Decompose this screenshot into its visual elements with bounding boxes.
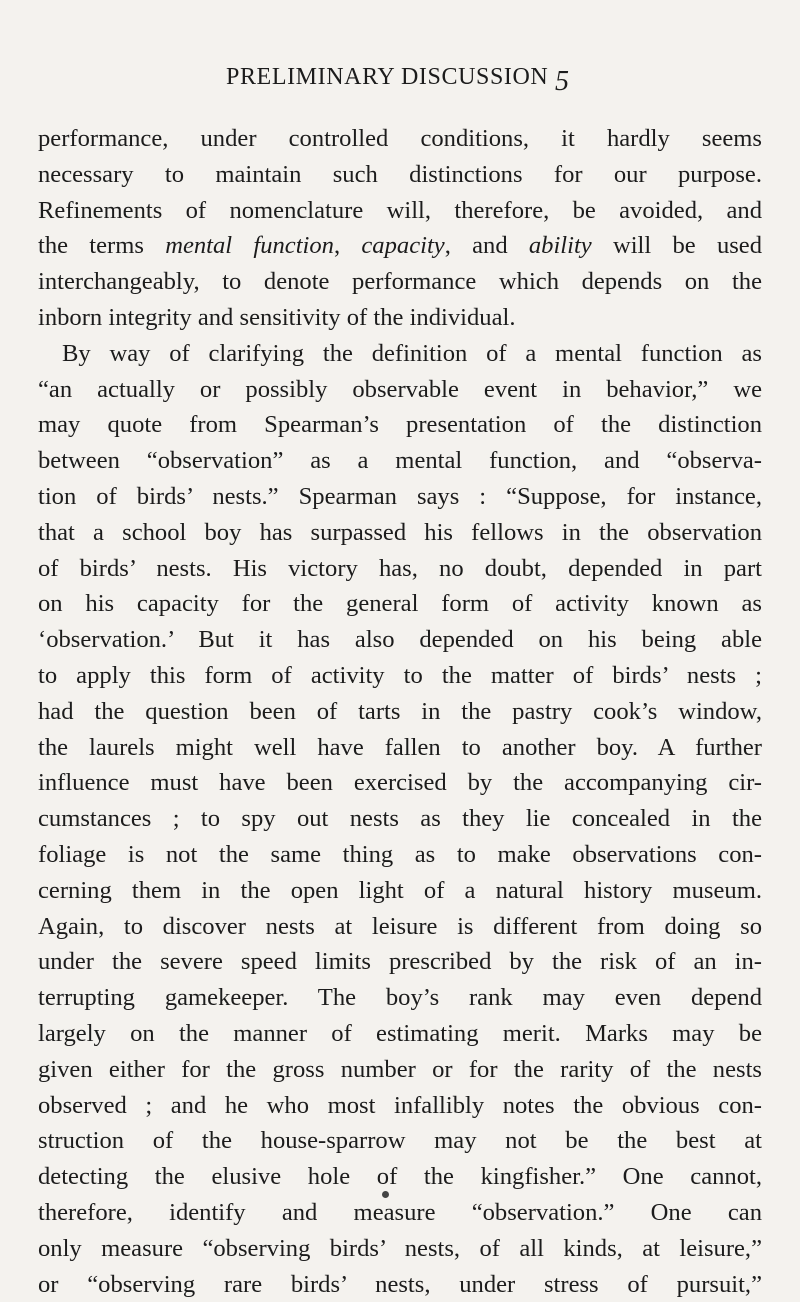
text-line: detecting the elusive hole of the kingfisher.” One cannot, bbox=[38, 1159, 762, 1195]
text-line: “an actually or possibly observable event in behavior,” we bbox=[38, 372, 762, 408]
text-line: Again, to discover nests at leisure is different from doing so bbox=[38, 909, 762, 945]
text-line: foliage is not the same thing as to make observations con- bbox=[38, 837, 762, 873]
text-line: By way of clarifying the definition of a mental function as bbox=[38, 336, 762, 372]
text-line: had the question been of tarts in the pastry cook’s window, bbox=[38, 694, 762, 730]
running-title: PRELIMINARY DISCUSSION bbox=[226, 64, 548, 91]
italic-term: mental function bbox=[165, 232, 334, 259]
text-line: of birds’ nests. His victory has, no doubt, depended in part bbox=[38, 551, 762, 587]
text-line: interchangeably, to denote performance which depends on the bbox=[38, 264, 762, 300]
page-body bbox=[38, 121, 762, 1302]
text-line: under the severe speed limits prescribed by the risk of an in- bbox=[38, 944, 762, 980]
text-line: or “observing rare birds’ nests, under stress of pursuit,” bbox=[38, 1267, 762, 1302]
text-line: tion of birds’ nests.” Spearman says : “Suppose, for instance, bbox=[38, 479, 762, 515]
italic-term: ability bbox=[529, 232, 592, 259]
text-line: largely on the manner of estimating merit. Marks may be bbox=[38, 1016, 762, 1052]
text-line: on his capacity for the general form of activity known as bbox=[38, 586, 762, 622]
text-line: influence must have been exercised by the accompanying cir- bbox=[38, 765, 762, 801]
text-line: between “observation” as a mental function, and “observa- bbox=[38, 443, 762, 479]
text-line: necessary to maintain such distinctions for our purpose. bbox=[38, 157, 762, 193]
text-line: terrupting gamekeeper. The boy’s rank may even depend bbox=[38, 980, 762, 1016]
text-line: inborn integrity and sensitivity of the individual. bbox=[38, 300, 762, 336]
text-line: therefore, identify and measure “observation.” One can bbox=[38, 1195, 762, 1231]
text-line: only measure “observing birds’ nests, of all kinds, at leisure,” bbox=[38, 1231, 762, 1267]
text-segment: , and bbox=[445, 232, 529, 259]
italic-term: capacity bbox=[361, 232, 444, 259]
page-number: 5 bbox=[555, 66, 569, 98]
text-line: to apply this form of activity to the matter of birds’ nests ; bbox=[38, 658, 762, 694]
text-line: cumstances ; to spy out nests as they lie concealed in the bbox=[38, 801, 762, 837]
text-line: performance, under controlled conditions, it hardly seems bbox=[38, 121, 762, 157]
text-line: ‘observation.’ But it has also depended on his being able bbox=[38, 622, 762, 658]
page-dot-mark bbox=[382, 1191, 389, 1198]
text-line: observed ; and he who most infallibly notes the obvious con- bbox=[38, 1088, 762, 1124]
text-line: that a school boy has surpassed his fellows in the observation bbox=[38, 515, 762, 551]
text-line: Refinements of nomenclature will, therefore, be avoided, and bbox=[38, 193, 762, 229]
running-head bbox=[0, 62, 800, 102]
text-line bbox=[38, 228, 762, 264]
text-segment: will be used bbox=[592, 232, 762, 259]
text-line: the laurels might well have fallen to another boy. A further bbox=[38, 730, 762, 766]
text-line: may quote from Spearman’s presentation of the distinction bbox=[38, 407, 762, 443]
text-line: cerning them in the open light of a natural history museum. bbox=[38, 873, 762, 909]
text-line: given either for the gross number or for the rarity of the nests bbox=[38, 1052, 762, 1088]
text-segment: the terms bbox=[38, 232, 165, 259]
text-line: struction of the house-sparrow may not be the best at bbox=[38, 1123, 762, 1159]
text-segment: , bbox=[334, 232, 361, 259]
